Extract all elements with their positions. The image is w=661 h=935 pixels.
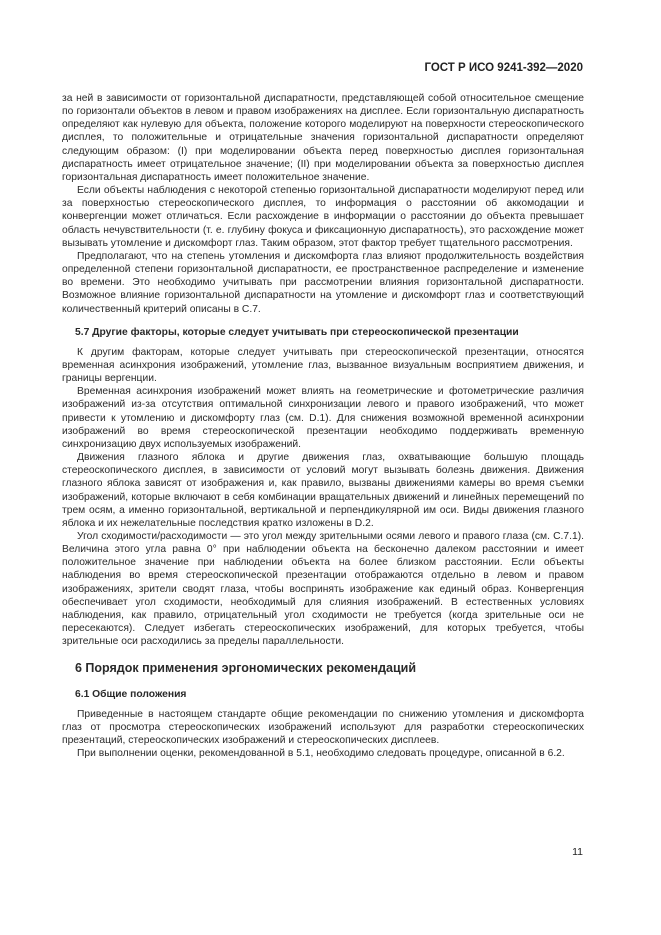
page-number: 11 xyxy=(572,846,583,858)
paragraph: за ней в зависимости от горизонтальной диспаратности, представляющей собой относительное смещение по горизонтали объектов в левом и правом изображениях на дисплее. Если горизонтальную диспаратность определяют как нулевую для объекта, положение которого моделируют на поверхности стереоскопического дисплея, то положительные и отрицательные значения горизонтальной диспаратности определяют следующим образом: (I) при моделировании объекта перед поверхностью дисплея горизонтальная диспаратность имеет отрицательное значение; (II) при моделировании объекта за поверхностью дисплея горизонтальная диспаратность имеет положительное значение. xyxy=(62,93,584,183)
section-heading-5-7: 5.7 Другие факторы, которые следует учитывать при стереоскопической презентации xyxy=(75,326,519,338)
paragraph: Угол сходимости/расходимости — это угол между зрительными осями левого и правого глаза (см. С.7.1). Величина этого угла равна 0° при наблюдении объекта на бесконечно далеком расстоянии и имеет положительное значение при наблюдении объекта на более близком расстоянии. Если объекты наблюдения во время стереоскопической презентации отображаются отдельно в левом и правом изображениях, зрители сводят глаза, чтобы воспринять изображение как единый образ. Конвергенция обеспечивает угол сходимости, необходимый для слияния изображений. В естественных условиях наблюдения, как правило, отрицательный угол сходимости не требуется (когда зрительные оси не пересекаются). Следует избегать стереоскопических изображений, для которых требуется, чтобы зрительные оси расходились за пределы параллельности. xyxy=(62,531,584,648)
page-content xyxy=(62,92,584,760)
paragraph: Движения глазного яблока и другие движения глаз, охватывающие большую площадь стереоскопического дисплея, в зависимости от условий могут вызывать болезнь движения. Движения глазного яблока зависят от изображения и, как правило, вызваны движениями камеры во время съемки изображений, которые включают в себя комбинации вращательных движений и линейных перемещений по трем осям, а именно горизонтальной, вертикальной и перпендикулярной им оси. Виды движения глазного яблока и их нежелательные последствия кратко изложены в D.2. xyxy=(62,452,584,529)
paragraph: Временная асинхрония изображений может влиять на геометрические и фотометрические различия изображений из-за отсутствия оптимальной синхронизации левого и правого изображений, что может привести к утомлению и дискомфорту глаз (см. D.1). Для снижения возможной временной асинхронии изображений во время стереоскопической презентации необходимо поддерживать временную синхронизацию двух используемых изображений. xyxy=(62,386,584,450)
paragraph: Если объекты наблюдения с некоторой степенью горизонтальной диспаратности моделируют перед или за поверхностью стереоскопического дисплея, то информация о расстоянии об аккомодации и конвергенции может отличаться. Если расхождение в информации о расстоянии до объекта превышает область нечувствительности (т. е. глубину фокуса и фиксационную диспаратность), это расхождение может вызывать утомление и дискомфорт глаз. Таким образом, этот фактор требует тщательного рассмотрения. xyxy=(62,185,584,249)
paragraph: При выполнении оценки, рекомендованной в 5.1, необходимо следовать процедуре, описанной в 6.2. xyxy=(77,748,565,760)
standard-header: ГОСТ Р ИСО 9241-392—2020 xyxy=(424,62,583,74)
section-heading-6: 6 Порядок применения эргономических рекомендаций xyxy=(75,661,417,676)
paragraph: Приведенные в настоящем стандарте общие рекомендации по снижению утомления и дискомфорта глаз от просмотра стереоскопических изображений используют для разработки стереоскопических презентаций, стереоскопических изображений и стереоскопических дисплеев. xyxy=(62,708,584,747)
paragraph: Предполагают, что на степень утомления и дискомфорта глаз влияют продолжительность воздействия определенной степени горизонтальной диспаратности, ее пространственное распределение и изменение во времени. Это необходимо учитывать при рассмотрении влияния горизонтальной диспаратности. Возможное влияние горизонтальной диспаратности на утомление и дискомфорт глаз и соответствующий количественный критерий описаны в С.7. xyxy=(62,250,584,315)
paragraph: К другим факторам, которые следует учитывать при стереоскопической презентации, относятся временная асинхрония изображений, утомление глаз, вызванное визуальным восприятием движения, и границы вергенции. xyxy=(62,346,584,385)
section-heading-6-1: 6.1 Общие положения xyxy=(75,688,187,700)
